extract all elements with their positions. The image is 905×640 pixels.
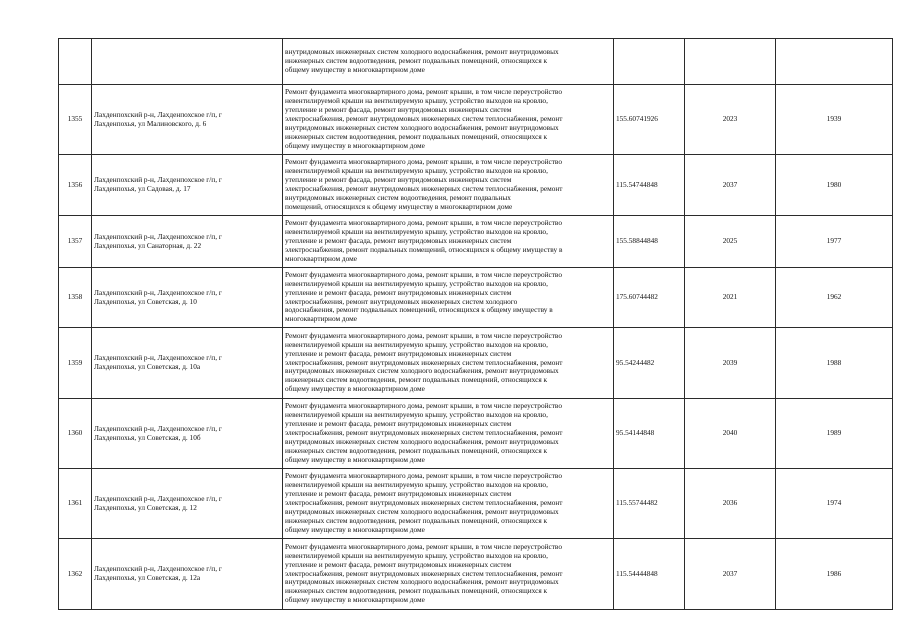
construction-year-cell: 1962: [776, 268, 893, 328]
work-description-line: невентилируемой крыши на вентилируемую крышу, устройство выходов на кровлю,: [285, 480, 548, 490]
work-description-line: электроснабжения, ремонт внутридомовых инженерных систем холодного: [285, 296, 518, 306]
work-description-line: общему имуществу в многоквартирном доме: [285, 64, 425, 74]
row-number-cell: 1357: [59, 216, 92, 268]
planned-year-cell: 2037: [685, 155, 776, 216]
row-number-cell: 1360: [59, 399, 92, 469]
planned-year-cell: 2021: [685, 268, 776, 328]
planned-year-cell: 2037: [685, 539, 776, 610]
address-line: Лахденпохский р-н, Лахденпохское г/п, г: [94, 564, 222, 574]
work-description-line: утепление и ремонт фасада, ремонт внутридомовых инженерных систем: [285, 105, 512, 115]
work-description-line: инженерных систем водоотведения, ремонт подвальных помещений, относящихся к: [285, 515, 548, 525]
work-description-line: утепление и ремонт фасада, ремонт внутридомовых инженерных систем: [285, 419, 512, 429]
table-row: [59, 268, 893, 328]
table-body: [59, 39, 893, 610]
work-description-line: внутридомовых инженерных систем холодного водоснабжения, ремонт внутридомовых: [285, 436, 559, 446]
work-description-line: внутридомовых инженерных систем водоотведения, ремонт подвальных: [285, 192, 511, 202]
row-number-cell: 1362: [59, 539, 92, 610]
row-number-cell: [59, 39, 92, 85]
work-description-line: общему имуществу в многоквартирном доме: [285, 140, 425, 150]
work-description-line: электроснабжения, ремонт подвальных помещений, относящихся к общему имуществу в: [285, 244, 563, 254]
work-description-cell: [283, 216, 614, 268]
work-description-cell: [283, 39, 614, 85]
work-description-line: невентилируемой крыши на вентилируемую крышу, устройство выходов на кровлю,: [285, 96, 548, 106]
table-row: [59, 39, 893, 85]
address-cell: [92, 539, 283, 610]
work-description-cell: [283, 469, 614, 539]
address-line: Лахденпохья, ул Советская, д. 12а: [94, 573, 201, 582]
address-line: Лахденпохья, ул Садовая, д. 17: [94, 184, 191, 193]
work-description-line: утепление и ремонт фасада, ремонт внутридомовых инженерных систем: [285, 559, 512, 569]
area-cell: 155.60741926: [614, 85, 685, 155]
row-number-cell: 1356: [59, 155, 92, 216]
work-description-line: инженерных систем водоотведения, ремонт подвальных помещений, относящихся к: [285, 131, 548, 141]
work-description-line: электроснабжения, ремонт внутридомовых инженерных систем теплоснабжения, ремонт: [285, 114, 563, 124]
work-description-cell: [283, 155, 614, 216]
address-cell: [92, 155, 283, 216]
work-description-cell: [283, 328, 614, 399]
address-line: Лахденпохья, ул Советская, д. 10а: [94, 362, 201, 371]
work-description-line: водоснабжения, ремонт подвальных помещений, относящихся к общему имуществу в: [285, 305, 553, 315]
area-cell: 115.54744848: [614, 155, 685, 216]
work-description-line: внутридомовых инженерных систем холодного водоснабжения, ремонт внутридомовых: [285, 506, 559, 516]
work-description-line: электроснабжения, ремонт внутридомовых инженерных систем теплоснабжения, ремонт: [285, 184, 563, 193]
address-cell: [92, 268, 283, 328]
work-description-cell: [283, 539, 614, 610]
work-description-line: невентилируемой крыши на вентилируемую крышу, устройство выходов на кровлю,: [285, 550, 548, 560]
work-description-line: невентилируемой крыши на вентилируемую крышу, устройство выходов на кровлю,: [285, 166, 548, 176]
table-row: [59, 155, 893, 216]
construction-year-cell: 1989: [776, 399, 893, 469]
work-description-line: многоквартирном доме: [285, 253, 357, 263]
construction-year-cell: [776, 39, 893, 85]
row-number-cell: 1358: [59, 268, 92, 328]
address-cell: [92, 399, 283, 469]
work-description-line: электроснабжения, ремонт внутридомовых инженерных систем теплоснабжения, ремонт: [285, 568, 563, 578]
work-description-line: невентилируемой крыши на вентилируемую крышу, устройство выходов на кровлю,: [285, 227, 548, 237]
work-description-cell: [283, 268, 614, 328]
address-line: Лахденпохский р-н, Лахденпохское г/п, г: [94, 231, 222, 241]
planned-year-cell: 2036: [685, 469, 776, 539]
planned-year-cell: 2025: [685, 216, 776, 268]
construction-year-cell: 1986: [776, 539, 893, 610]
work-description-line: Ремонт фундамента многоквартирного дома, ремонт крыши, в том числе переустройство: [285, 471, 562, 481]
area-cell: 155.58844848: [614, 216, 685, 268]
table-row: [59, 85, 893, 155]
work-description-line: Ремонт фундамента многоквартирного дома, ремонт крыши, в том числе переустройство: [285, 157, 562, 167]
area-cell: 95.54244482: [614, 328, 685, 399]
work-description-line: невентилируемой крыши на вентилируемую крышу, устройство выходов на кровлю,: [285, 278, 548, 288]
work-description-line: общему имуществу в многоквартирном доме: [285, 524, 425, 534]
work-description-line: утепление и ремонт фасада, ремонт внутридомовых инженерных систем: [285, 175, 512, 185]
work-description-line: утепление и ремонт фасада, ремонт внутридомовых инженерных систем: [285, 287, 512, 297]
table-row: [59, 328, 893, 399]
work-description-line: Ремонт фундамента многоквартирного дома, ремонт крыши, в том числе переустройство: [285, 218, 562, 228]
work-description-line: общему имуществу в многоквартирном доме: [285, 595, 425, 605]
area-cell: 95.54144848: [614, 399, 685, 469]
address-cell: [92, 469, 283, 539]
work-description-line: инженерных систем водоотведения, ремонт подвальных помещений, относящихся к: [285, 375, 548, 385]
construction-year-cell: 1980: [776, 155, 893, 216]
work-description-line: невентилируемой крыши на вентилируемую крышу, устройство выходов на кровлю,: [285, 339, 548, 349]
work-description-line: многоквартирном доме: [285, 314, 357, 324]
address-line: Лахденпохья, ул Малиновского, д. 6: [94, 118, 207, 128]
work-description-line: Ремонт фундамента многоквартирного дома, ремонт крыши, в том числе переустройство: [285, 269, 562, 279]
work-description-line: электроснабжения, ремонт внутридомовых инженерных систем теплоснабжения, ремонт: [285, 428, 563, 438]
work-description-line: помещений, относящихся к общему имуществу в многоквартирном доме: [285, 201, 513, 211]
work-description-line: общему имуществу в многоквартирном доме: [285, 384, 425, 394]
planned-year-cell: [685, 39, 776, 85]
address-line: Лахденпохский р-н, Лахденпохское г/п, г: [94, 423, 222, 433]
construction-year-cell: 1977: [776, 216, 893, 268]
row-number-cell: 1359: [59, 328, 92, 399]
work-description-line: Ремонт фундамента многоквартирного дома, ремонт крыши, в том числе переустройство: [285, 541, 562, 551]
work-description-line: утепление и ремонт фасада, ремонт внутридомовых инженерных систем: [285, 348, 512, 358]
table-row: [59, 539, 893, 610]
address-cell: [92, 39, 283, 85]
work-description-line: инженерных систем водоотведения, ремонт подвальных помещений, относящихся к: [285, 56, 548, 66]
work-description-cell: [283, 399, 614, 469]
work-description-line: невентилируемой крыши на вентилируемую крышу, устройство выходов на кровлю,: [285, 410, 548, 420]
repair-table: [58, 38, 893, 610]
address-line: Лахденпохья, ул Советская, д. 10: [94, 296, 197, 306]
address-line: Лахденпохский р-н, Лахденпохское г/п, г: [94, 287, 222, 297]
address-line: Лахденпохский р-н, Лахденпохское г/п, г: [94, 109, 222, 119]
work-description-line: внутридомовых инженерных систем холодного водоснабжения, ремонт внутридомовых: [285, 122, 559, 132]
address-line: Лахденпохья, ул Советская, д. 10б: [94, 432, 201, 442]
work-description-line: общему имуществу в многоквартирном доме: [285, 454, 425, 464]
work-description-line: электроснабжения, ремонт внутридомовых инженерных систем теплоснабжения, ремонт: [285, 498, 563, 508]
work-description-line: Ремонт фундамента многоквартирного дома, ремонт крыши, в том числе переустройство: [285, 87, 562, 97]
construction-year-cell: 1974: [776, 469, 893, 539]
work-description-line: инженерных систем водоотведения, ремонт подвальных помещений, относящихся к: [285, 586, 548, 596]
address-cell: [92, 328, 283, 399]
area-cell: [614, 39, 685, 85]
work-description-line: Ремонт фундамента многоквартирного дома, ремонт крыши, в том числе переустройство: [285, 401, 562, 411]
area-cell: 115.54444848: [614, 539, 685, 610]
planned-year-cell: 2023: [685, 85, 776, 155]
address-line: Лахденпохья, ул Санаторная, д. 22: [94, 240, 202, 250]
address-line: Лахденпохья, ул Советская, д. 12: [94, 502, 197, 512]
planned-year-cell: 2040: [685, 399, 776, 469]
work-description-line: утепление и ремонт фасада, ремонт внутридомовых инженерных систем: [285, 489, 512, 499]
row-number-cell: 1361: [59, 469, 92, 539]
address-cell: [92, 85, 283, 155]
address-cell: [92, 216, 283, 268]
work-description-line: утепление и ремонт фасада, ремонт внутридомовых инженерных систем: [285, 236, 512, 246]
work-description-line: электроснабжения, ремонт внутридомовых инженерных систем теплоснабжения, ремонт: [285, 357, 563, 367]
area-cell: 115.55744482: [614, 469, 685, 539]
address-line: Лахденпохский р-н, Лахденпохское г/п, г: [94, 353, 222, 363]
work-description-line: внутридомовых инженерных систем холодного водоснабжения, ремонт внутридомовых: [285, 366, 559, 376]
work-description-line: внутридомовых инженерных систем холодного водоснабжения, ремонт внутридомовых: [285, 47, 559, 57]
address-line: Лахденпохский р-н, Лахденпохское г/п, г: [94, 493, 222, 503]
construction-year-cell: 1939: [776, 85, 893, 155]
address-line: Лахденпохский р-н, Лахденпохское г/п, г: [94, 175, 222, 185]
work-description-line: инженерных систем водоотведения, ремонт подвальных помещений, относящихся к: [285, 445, 548, 455]
row-number-cell: 1355: [59, 85, 92, 155]
table-row: [59, 469, 893, 539]
construction-year-cell: 1988: [776, 328, 893, 399]
work-description-line: внутридомовых инженерных систем холодного водоснабжения, ремонт внутридомовых: [285, 577, 559, 587]
table-row: [59, 399, 893, 469]
work-description-line: Ремонт фундамента многоквартирного дома, ремонт крыши, в том числе переустройство: [285, 330, 562, 340]
planned-year-cell: 2039: [685, 328, 776, 399]
table-row: [59, 216, 893, 268]
area-cell: 175.60744482: [614, 268, 685, 328]
work-description-cell: [283, 85, 614, 155]
